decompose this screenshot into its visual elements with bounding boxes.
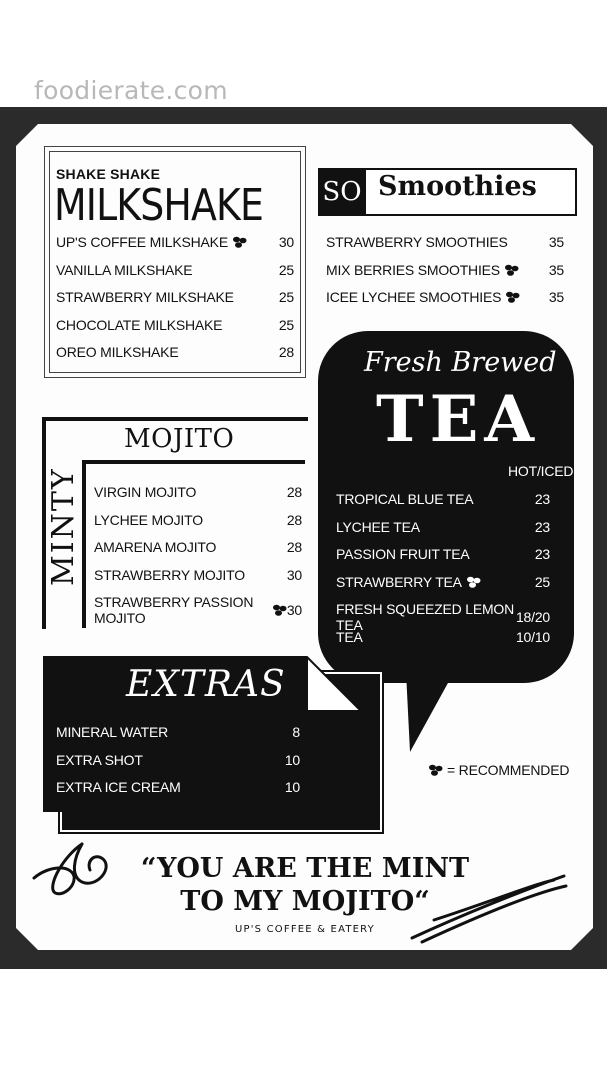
smoothies-badge: SO [318,168,366,216]
legend-text: = RECOMMENDED [447,762,570,778]
menu-item-price: 23 [534,491,550,507]
menu-item-label [336,546,470,562]
mint-leaf-doodle-icon [30,836,116,904]
menu-item-price: 35 [548,289,564,305]
menu-item [56,262,294,278]
coffee-beans-icon [466,576,481,588]
menu-item-label [56,724,168,740]
menu-item-price: 25 [278,261,294,278]
menu-item [56,779,300,795]
menu-item-price: 25 [278,289,294,305]
menu-item-price: 28 [286,511,302,528]
menu-item-name: MIX BERRIES SMOOTHIES [326,261,500,278]
menu-item-label [56,344,178,360]
coffee-beans-icon [505,291,520,303]
menu-item-price: 23 [534,546,550,562]
mojito-inner-line-vertical [82,460,86,628]
menu-item [56,344,294,360]
menu-item [94,567,302,583]
menu-item-name: CHOCOLATE MILKSHAKE [56,316,223,333]
menu-item-price: 35 [548,261,564,278]
menu-item [94,512,302,528]
mojito-outer-line [42,417,308,421]
menu-item-price: 10/10 [515,628,550,645]
menu-item [94,484,302,500]
menu-item-name: VANILLA MILKSHAKE [56,261,193,278]
coffee-beans-icon [232,236,247,248]
menu-item [56,289,294,305]
menu-item-price: 30 [286,602,302,618]
menu-item-label [94,539,216,555]
menu-item [336,574,550,590]
tea-script-title: Fresh Brewed [364,347,557,378]
menu-item-label [56,234,247,250]
smoothies-title: Smoothies [378,171,537,202]
menu-item-price: 10 [284,779,300,795]
menu-item-name: LYCHEE MOJITO [94,511,203,528]
menu-item-name: OREO MILKSHAKE [56,344,179,360]
menu-item-name: EXTRA ICE CREAM [56,779,181,795]
menu-item [336,519,550,535]
menu-item-price: 25 [278,316,294,333]
tea-bubble-tail [406,672,454,752]
menu-item-name: LYCHEE TEA [336,518,420,535]
menu-item-price: 10 [284,751,300,768]
menu-item-name: FRESH SQUEEZED LEMON TEA [336,601,515,633]
menu-item [94,539,302,555]
menu-item-name: UP'S COFFEE MILKSHAKE [56,234,228,250]
menu-item-label [56,779,181,795]
quote-line-1: “YOU ARE THE MINT [140,853,470,884]
menu-item-label [336,491,473,507]
menu-item-label [336,629,363,645]
menu-item [336,629,550,645]
coffee-beans-icon [504,264,519,276]
extras-fold-corner [306,656,362,712]
menu-item-label [94,567,245,583]
mojito-side-label: MINTY [46,467,81,586]
footer-brand: UP'S COFFEE & EATERY [234,924,375,935]
recommended-legend [424,762,569,778]
mojito-title: MOJITO [124,424,235,454]
menu-item-label [56,752,143,768]
menu-item [56,317,294,333]
menu-item-label [56,262,192,278]
menu-item-label [326,234,508,250]
menu-item-price: 30 [286,566,302,583]
quote-line-2: TO MY MOJITO“ [180,886,430,917]
mojito-inner-line [82,460,305,464]
menu-item-price: 18/20 [515,609,550,625]
menu-item-price: 28 [286,539,302,555]
menu-item-name: AMARENA MOJITO [94,539,217,555]
watermark: foodierate.com [34,76,228,105]
milkshake-subtitle: SHAKE SHAKE [56,166,161,182]
tea-title: TEA [376,382,541,457]
menu-item-price: 25 [534,573,550,590]
menu-item [336,491,550,507]
menu-item-price: 28 [286,484,302,500]
menu-item [56,752,300,768]
menu-item-label [326,289,520,305]
menu-item-label [56,317,222,333]
menu-item [326,289,564,305]
menu-item-price: 8 [292,724,300,740]
menu-item [326,234,564,250]
menu-item-price: 28 [278,344,294,360]
menu-item-name: STRAWBERRY MILKSHAKE [56,289,234,305]
extras-title: EXTRAS [126,664,286,705]
coffee-beans-icon [272,604,287,616]
menu-item-name: STRAWBERRY SMOOTHIES [326,234,508,250]
menu-item-label [94,594,287,626]
menu-item-name: TEA [336,628,363,645]
coffee-beans-icon [428,764,443,776]
menu-item-label [56,289,234,305]
milkshake-title: MILKSHAKE [54,180,264,231]
menu-item-label [336,519,420,535]
tea-price-header: HOT/ICED [508,463,574,479]
menu-item-label [94,512,203,528]
menu-item-label [94,484,196,500]
menu-item [56,234,294,250]
menu-item [56,724,300,740]
quote [140,852,470,918]
menu-item [336,546,550,562]
menu-item-label [336,574,481,590]
menu-item-name: STRAWBERRY PASSION MOJITO [94,594,254,626]
menu-item-name: EXTRA SHOT [56,751,143,768]
menu-item-label [326,262,519,278]
menu-item-name: STRAWBERRY MOJITO [94,566,245,583]
menu-item-price: 30 [278,234,294,250]
menu-item-name: VIRGIN MOJITO [94,484,197,500]
menu-item-name: STRAWBERRY TEA [336,573,462,590]
menu-item-name: ICEE LYCHEE SMOOTHIES [326,289,502,305]
menu-item-name: PASSION FRUIT TEA [336,546,470,562]
menu-item [94,594,302,626]
menu-item [326,262,564,278]
menu-item-name: TROPICAL BLUE TEA [336,491,474,507]
menu-item-name: MINERAL WATER [56,724,168,740]
menu-item-price: 23 [534,518,550,535]
menu-item-price: 35 [548,234,564,250]
